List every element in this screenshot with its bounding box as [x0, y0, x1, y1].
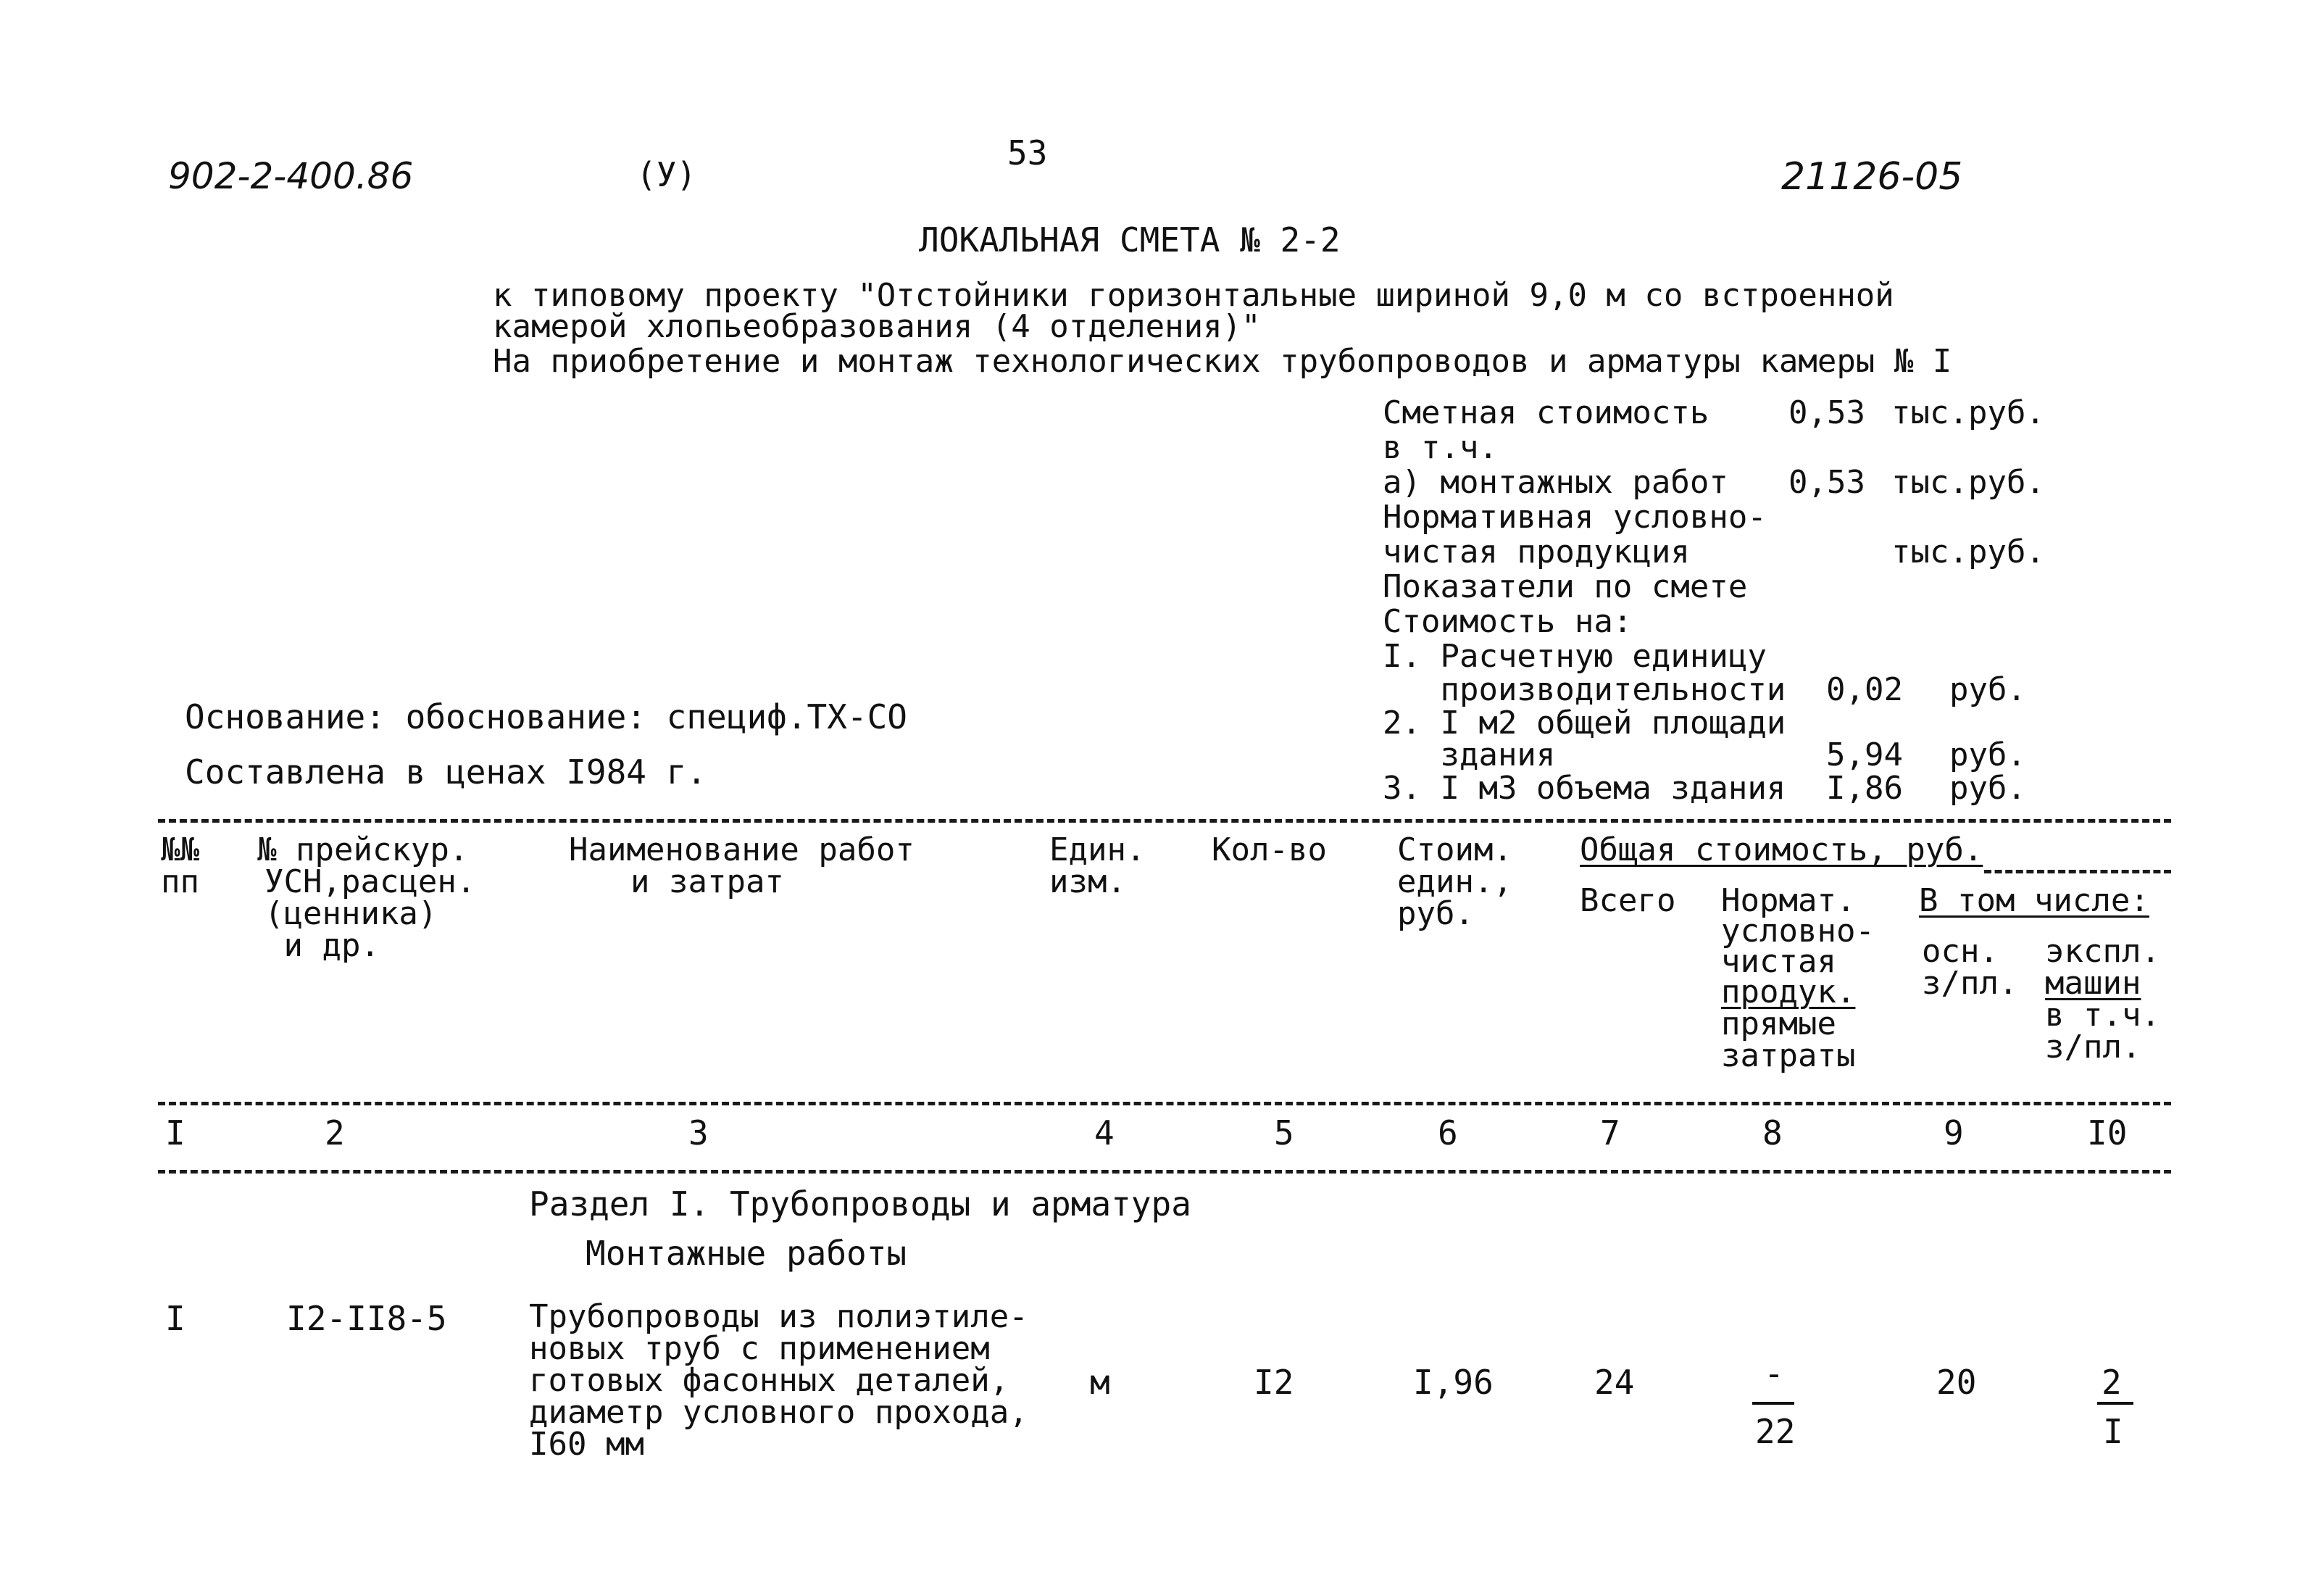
col-6-header-line-1: Стоим. [1397, 831, 1512, 868]
col-5-header: Кол-во [1212, 831, 1327, 868]
row-name-line-5: I60 мм [529, 1426, 644, 1463]
col-3-header-line-2: и затрат [630, 863, 784, 900]
row-number: I [165, 1299, 186, 1338]
col-9-header-line-1: осн. [1922, 933, 1999, 970]
col-9-header-line-2: з/пл. [1922, 965, 2018, 1002]
col-4-header-line-1: Един. [1049, 831, 1146, 868]
row-name-line-1: Трубопроводы из полиэтиле- [529, 1298, 1028, 1335]
table-rule-numbers-bottom [158, 1170, 2171, 1174]
cost-unit: тыс.руб. [1891, 394, 2045, 431]
norm-unit: тыс.руб. [1891, 533, 2045, 570]
column-number-9: 9 [1944, 1113, 1964, 1152]
col-10-header-line-4: з/пл. [2045, 1029, 2141, 1066]
col-10-header-line-2: машин [2045, 965, 2141, 1002]
table-rule-header-bottom [158, 1102, 2171, 1105]
norm-label-2: чистая продукция [1383, 533, 1690, 570]
column-number-7: 7 [1600, 1113, 1620, 1152]
project-line-1: к типовому проекту "Отстойники горизонтальные шириной 9,0 м со встроенной [493, 277, 1894, 314]
col-1-header-line-2: пп [161, 863, 199, 900]
row-code: I2-II8-5 [286, 1299, 447, 1338]
install-label: а) монтажных работ [1383, 464, 1728, 501]
col-10-header-line-1: экспл. [2045, 933, 2160, 970]
col-7-header: Всего [1580, 882, 1676, 919]
total-cost-group-header: Общая стоимость, руб. [1580, 831, 1983, 868]
col-3-header-line-1: Наименование работ [569, 831, 915, 868]
incl-label: в т.ч. [1383, 429, 1498, 466]
archive-number: 21126-05 [1781, 155, 1963, 199]
col-1-header-line-1: №№ [161, 831, 199, 868]
row-norm-fraction-line [1752, 1402, 1794, 1405]
row-norm-product: - [1764, 1354, 1784, 1393]
subsection-title: Монтажные работы [586, 1234, 907, 1273]
install-value: 0,53 [1788, 464, 1865, 501]
col-2-header-line-2: УСН,расцен. [265, 863, 476, 900]
col-8-header-line-2: условно- [1721, 913, 1875, 950]
col-2-header-line-3: (ценника) [265, 895, 438, 932]
col-8-header-line-3: чистая [1721, 943, 1836, 980]
indicator-3-value: I,86 [1826, 770, 1903, 807]
indicator-3-unit: руб. [1949, 770, 2026, 807]
indicator-1-value: 0,02 [1826, 671, 1903, 708]
column-number-10: I0 [2087, 1113, 2128, 1152]
column-number-2: 2 [325, 1113, 345, 1152]
project-line-3: На приобретение и монтаж технологических трубопроводов и арматуры камеры № I [493, 343, 1952, 380]
indicator-1-label-2: производительности [1383, 671, 1786, 708]
row-direct-costs: 22 [1755, 1412, 1796, 1451]
row-base-wage: 20 [1936, 1363, 1977, 1402]
col-2-header-line-4: и др. [265, 927, 380, 964]
indicator-2-unit: руб. [1949, 736, 2026, 773]
indicator-2-label-1: 2. I м2 общей площади [1383, 705, 1786, 742]
column-number-4: 4 [1094, 1113, 1115, 1152]
col-6-header-line-2: един., [1397, 863, 1512, 900]
cost-value: 0,53 [1788, 394, 1865, 431]
col-8-header-line-6: затраты [1721, 1037, 1856, 1074]
col-10-header-line-3: в т.ч. [2045, 997, 2160, 1034]
cost-for-label: Стоимость на: [1383, 603, 1633, 640]
column-number-5: 5 [1274, 1113, 1294, 1152]
table-rule-top [158, 819, 2171, 823]
row-unit: м [1090, 1363, 1110, 1402]
col-4-header-line-2: изм. [1049, 863, 1126, 900]
prices-line: Составлена в ценах I984 г. [185, 752, 707, 792]
variant-mark: (У) [636, 155, 697, 194]
indicator-1-label-1: I. Расчетную единицу [1383, 638, 1767, 675]
indicators-label: Показатели по смете [1383, 568, 1748, 605]
row-name-line-4: диаметр условного прохода, [529, 1394, 1028, 1431]
column-number-6: 6 [1438, 1113, 1458, 1152]
row-name-line-2: новых труб с применением [529, 1330, 990, 1367]
estimate-title: ЛОКАЛЬНАЯ СМЕТА № 2-2 [919, 220, 1341, 259]
col-8-header-line-1: Нормат. [1721, 882, 1856, 919]
including-group-header: В том числе: [1919, 882, 2149, 919]
column-number-1: I [165, 1113, 186, 1152]
row-machines-cost: 2 [2102, 1363, 2122, 1402]
indicator-2-label-2: здания [1383, 736, 1556, 773]
column-number-3: 3 [688, 1113, 709, 1152]
col-2-header-line-1: № прейскур. [257, 831, 469, 868]
document-code: 902-2-400.86 [168, 155, 414, 197]
indicator-1-unit: руб. [1949, 671, 2026, 708]
row-unit-cost: I,96 [1413, 1363, 1494, 1402]
basis-line: Основание: обоснование: специф.ТХ-СО [185, 697, 907, 736]
col-8-header-line-5: прямые [1721, 1005, 1836, 1042]
cost-label: Сметная стоимость [1383, 394, 1709, 431]
row-machines-fraction-line [2097, 1402, 2133, 1405]
col-6-header-line-3: руб. [1397, 895, 1474, 932]
row-name-line-3: готовых фасонных деталей, [529, 1362, 1009, 1399]
indicator-3-label: 3. I м3 объема здания [1383, 770, 1786, 807]
row-total: 24 [1594, 1363, 1635, 1402]
page-number: 53 [1007, 133, 1048, 173]
project-line-2: камерой хлопьеобразования (4 отделения)" [493, 308, 1261, 345]
install-unit: тыс.руб. [1891, 464, 2045, 501]
col-8-header-line-4: продук. [1721, 973, 1856, 1010]
total-cost-group-rule [1984, 870, 2171, 873]
row-quantity: I2 [1254, 1363, 1294, 1402]
section-title: Раздел I. Трубопроводы и арматура [529, 1184, 1191, 1224]
row-machines-wage: I [2103, 1412, 2123, 1451]
norm-label-1: Нормативная условно- [1383, 499, 1767, 536]
column-number-8: 8 [1762, 1113, 1783, 1152]
indicator-2-value: 5,94 [1826, 736, 1903, 773]
